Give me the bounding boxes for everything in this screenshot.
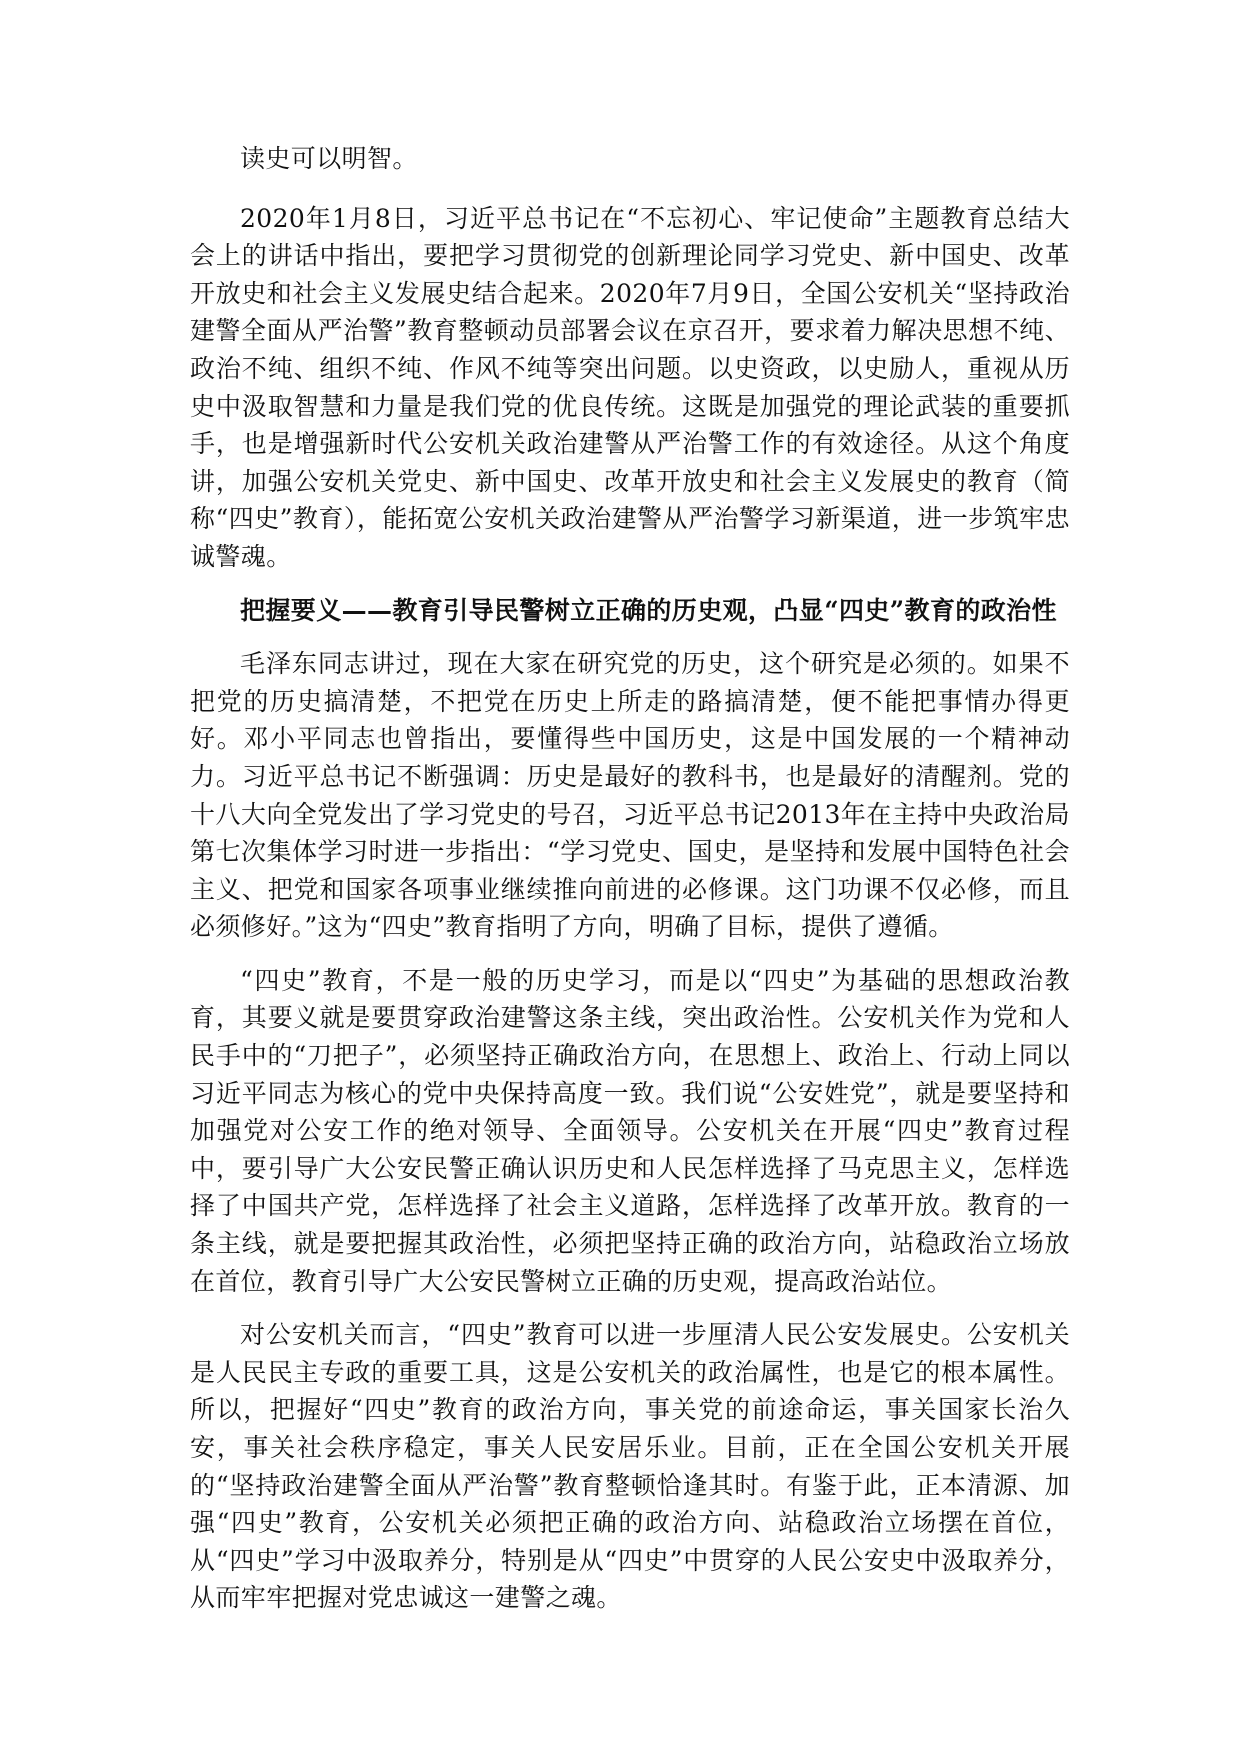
paragraph-intro: 读史可以明智。 — [240, 144, 418, 173]
paragraph-four-histories: “四史”教育，不是一般的历史学习，而是以“四史”为基础的思想政治教育，其要义就是要贯穿政治建警这条主线，突出政治性。公安机关作为党和人民手中的“刀把子”，必须坚持正确政治方向，在思想上、政治上、行动上同以习近平同志为核心的党中央保持高度一致。我们说“公安姓党”，就是要坚持和加强党对公安工作的绝对领导、全面领导。公安机关在开展“四史”教育过程中，要引导广大公安民警正确认识历史和人民怎样选择了马克思主义，怎样选择了中国共产党，怎样选择了社会主义道路，怎样选择了改革开放。教育的一条主线，就是要把握其政治性，必须把坚持正确的政治方向，站稳政治立场放在首位，教育引导广大公安民警树立正确的历史观，提高政治站位。 — [190, 965, 1070, 1296]
paragraph-background: 2020年1月8日，习近平总书记在“不忘初心、牢记使命”主题教育总结大会上的讲话中指出，要把学习贯彻党的创新理论同学习党史、新中国史、改革开放史和社会主义发展史结合起来。2020年7月9日，全国公安机关“坚持政治建警全面从严治警”教育整顿动员部署会议在京召开，要求着力解决思想不纯、政治不纯、组织不纯、作风不纯等突出问题。以史资政，以史励人，重视从历史中汲取智慧和力量是我们党的优良传统。这既是加强党的理论武装的重要抓手，也是增强新时代公安机关政治建警从严治警工作的有效途径。从这个角度讲，加强公安机关党史、新中国史、改革开放史和社会主义发展史的教育（简称“四史”教育），能拓宽公安机关政治建警从严治警学习新渠道，进一步筑牢忠诚警魂。 — [190, 203, 1070, 571]
paragraph-history-quotes: 毛泽东同志讲过，现在大家在研究党的历史，这个研究是必须的。如果不把党的历史搞清楚，不把党在历史上所走的路搞清楚，便不能把事情办得更好。邓小平同志也曾指出，要懂得些中国历史，这是中国发展的一个精神动力。习近平总书记不断强调：历史是最好的教科书，也是最好的清醒剂。党的十八大向全党发出了学习党史的号召，习近平总书记2013年在主持中央政治局第七次集体学习时进一步指出：“学习党史、国史，是坚持和发展中国特色社会主义、把党和国家各项事业继续推向前进的必修课。这门功课不仅必修，而且必须修好。”这为“四史”教育指明了方向，明确了目标，提供了遵循。 — [190, 649, 1070, 942]
paragraph-public-security: 对公安机关而言，“四史”教育可以进一步厘清人民公安发展史。公安机关是人民民主专政的重要工具，这是公安机关的政治属性，也是它的根本属性。所以，把握好“四史”教育的政治方向，事关党的前途命运，事关国家长治久安，事关社会秩序稳定，事关人民安居乐业。目前，正在全国公安机关开展的“坚持政治建警全面从严治警”教育整顿恰逢其时。有鉴于此，正本清源、加强“四史”教育，公安机关必须把正确的政治方向、站稳政治立场摆在首位，从“四史”学习中汲取养分，特别是从“四史”中贯穿的人民公安史中汲取养分，从而牢牢把握对党忠诚这一建警之魂。 — [190, 1320, 1070, 1613]
section-heading: 把握要义——教育引导民警树立正确的历史观，凸显“四史”教育的政治性 — [240, 595, 1057, 625]
document-page — [190, 140, 1070, 1633]
